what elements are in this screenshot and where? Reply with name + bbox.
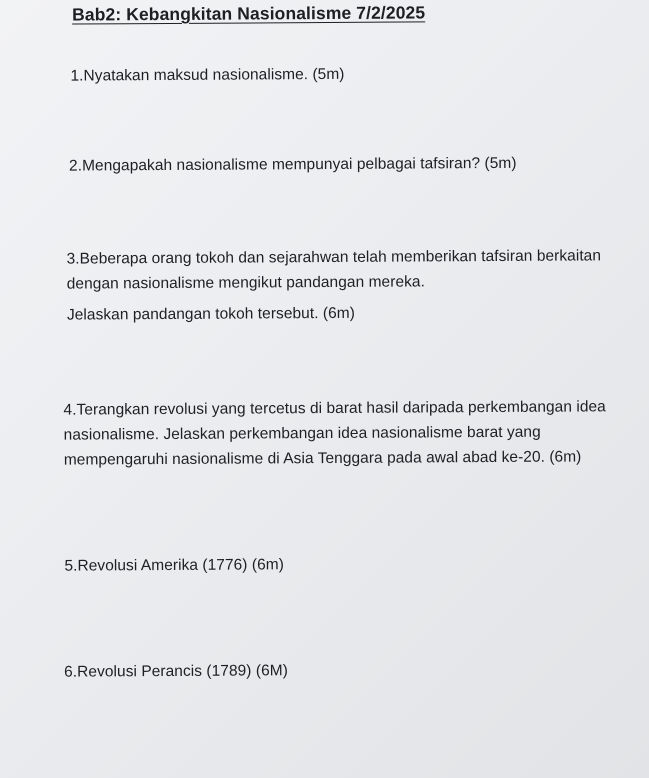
question-6 — [64, 658, 288, 684]
question-5 — [64, 552, 284, 578]
question-2-line-1: 2.Mengapakah nasionalisme mempunyai pelbagai tafsiran? (5m) — [68, 154, 517, 175]
question-4-line-2: nasionalisme. Jelaskan perkembangan idea nasionalisme barat yang — [63, 423, 541, 444]
question-1 — [70, 62, 344, 89]
worksheet-title: Bab2: Kebangkitan Nasionalisme 7/2/2025 — [72, 2, 426, 25]
question-5-line-1: 5.Revolusi Amerika (1776) (6m) — [64, 556, 284, 575]
question-4-line-3: mempengaruhi nasionalisme di Asia Tenggara pada awal abad ke-20. (6m) — [63, 448, 582, 469]
question-6-line-1: 6.Revolusi Perancis (1789) (6M) — [64, 662, 288, 681]
question-3-line-3: Jelaskan pandangan tokoh tersebut. (6m) — [66, 304, 356, 324]
question-3-line-1: 3.Beberapa orang tokoh dan sejarahwan telah memberikan tafsiran berkaitan — [66, 247, 602, 268]
question-4 — [63, 394, 606, 472]
question-4-line-1: 4.Terangkan revolusi yang tercetus di barat hasil daripada perkembangan idea — [63, 398, 606, 419]
question-2 — [69, 151, 517, 179]
question-3 — [67, 243, 602, 327]
question-1-line-1: 1.Nyatakan maksud nasionalisme. (5m) — [70, 65, 345, 85]
question-3-line-2: dengan nasionalisme mengikut pandangan mereka. — [66, 273, 425, 293]
